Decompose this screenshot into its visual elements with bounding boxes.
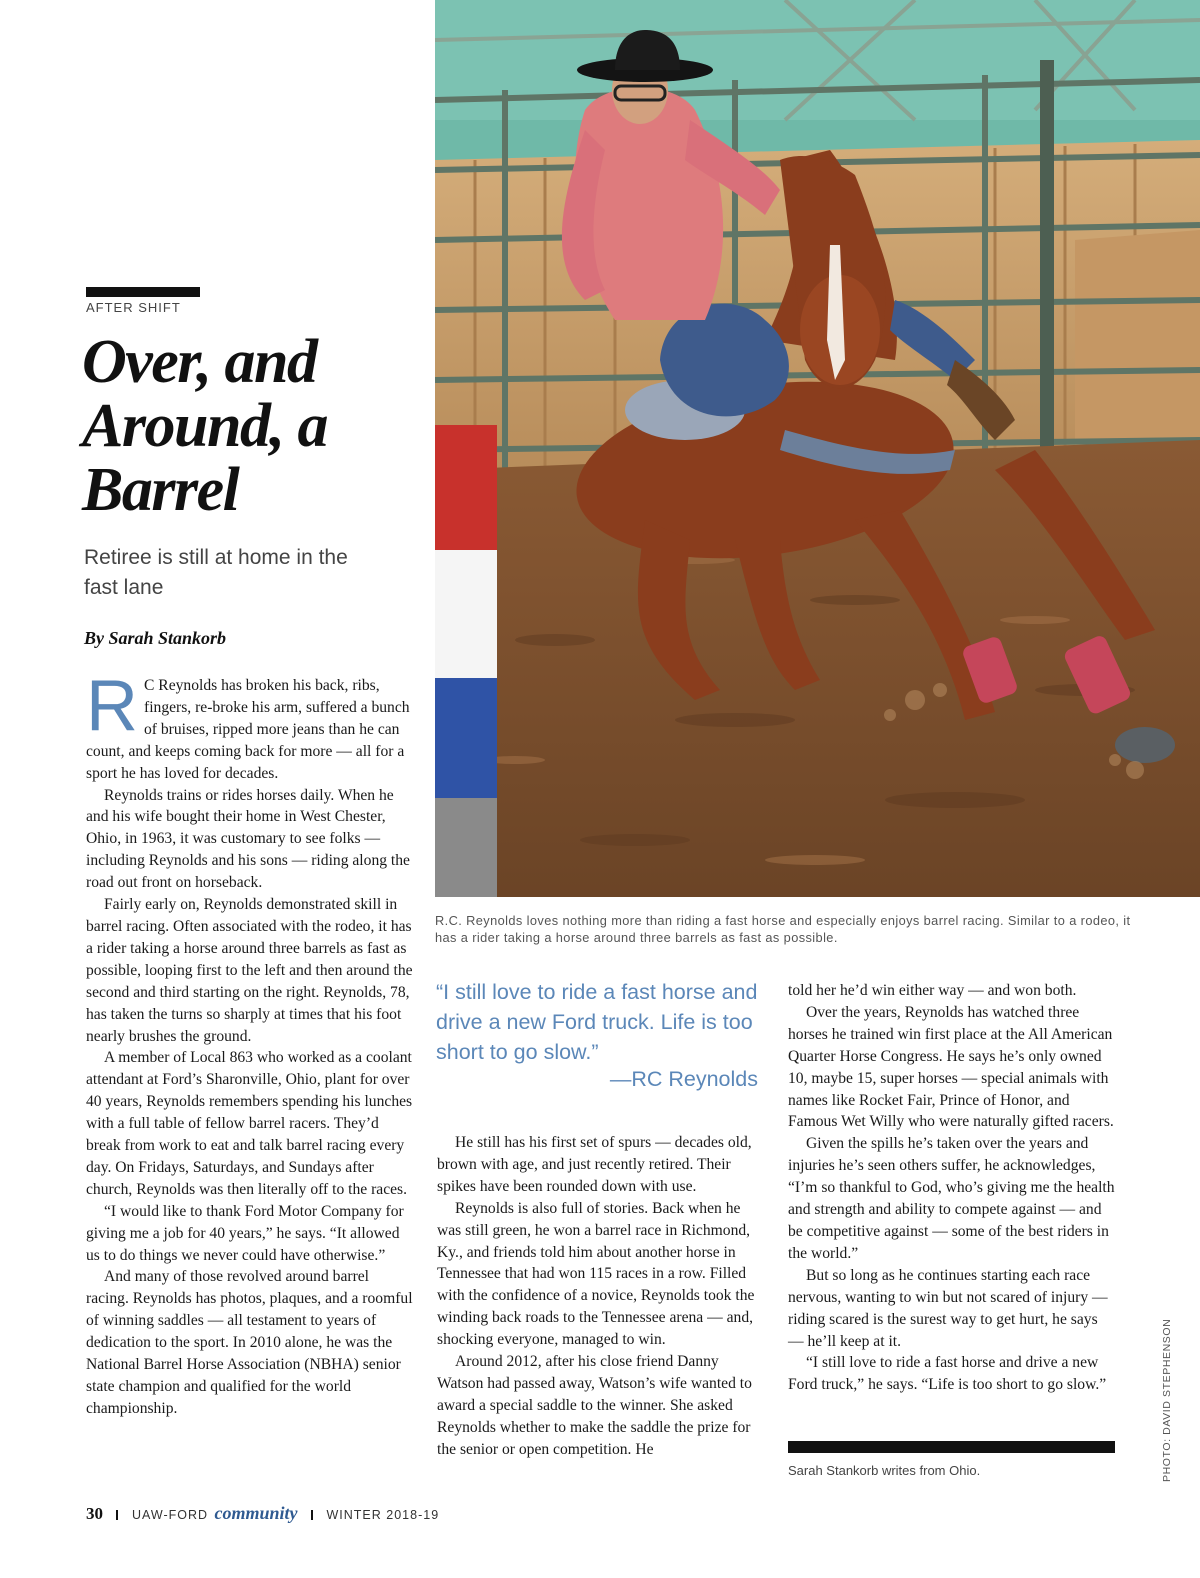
body-paragraph: told her he’d win either way — and won both.: [788, 982, 1077, 999]
kicker-rule: [86, 287, 200, 297]
author-bio: Sarah Stankorb writes from Ohio.: [788, 1463, 981, 1478]
body-column-1: [86, 666, 414, 1420]
pull-quote-attribution: —RC Reynolds: [609, 1067, 758, 1091]
body-column-2: [437, 1132, 763, 1461]
body-paragraph: Over the years, Reynolds has watched three horses he trained win first place at the All American Quarter Horse Congress. He says he’s only owned 10, maybe 15, super horses — special animals with names like Rocket Fair, Prince of Honor, and Famous Wet Willy who were naturally gifted racers.: [788, 1003, 1114, 1131]
body-paragraph: “I still love to ride a fast horse and drive a new Ford truck,” he says. “Life is too short to go slow.”: [788, 1354, 1107, 1394]
body-paragraph: He still has his first set of spurs — decades old, brown with age, and just recently retired. Their spikes have been rounded down with use.: [437, 1134, 752, 1195]
body-paragraph: Reynolds is also full of stories. Back when he was still green, he won a barrel race in Richmond, Ky., and friends told him about another horse in Tennessee that had won 115 races in a row. Filled with the confidence of a novice, Reynolds took the winding back roads to the Tennessee arena — and, shocking everyone, managed to win.: [437, 1199, 755, 1349]
photo-credit: PHOTO: DAVID STEPHENSON: [1161, 1318, 1173, 1482]
photo-caption: R.C. Reynolds loves nothing more than riding a fast horse and especially enjoys barrel racing. Similar to a rodeo, it has a rider taking a horse around three barrels as fast as possible.: [435, 913, 1131, 945]
pull-quote: “I still love to ride a fast horse and drive a new Ford truck. Life is too short to go slow.”: [436, 980, 758, 1064]
drop-cap: R: [86, 666, 138, 746]
body-paragraph: But so long as he continues starting each race nervous, wanting to win but not scared of injury — riding scared is the surest way to get hurt, he says — he’ll keep at it.: [788, 1266, 1108, 1350]
body-paragraph: And many of those revolved around barrel racing. Reynolds has photos, plaques, and a roomful of winning saddles — all testament to years of dedication to the sport. In 2010 alone, he was the National Barrel Horse Association (NBHA) senior state champion and qualified for the world championship.: [86, 1268, 413, 1417]
page-footer: [86, 1503, 439, 1524]
body-paragraph: Fairly early on, Reynolds demonstrated skill in barrel racing. Often associated with the rodeo, it has a rider taking a horse around three barrels as fast as possible, looping first to the left and then around the second and third starting on the right. Reynolds, 78, has taken the turns so sharply at times that his foot nearly brushes the ground.: [86, 896, 413, 1045]
body-paragraph: Given the spills he’s taken over the years and injuries he’s seen others suffer, he acknowledges, “I’m so thankful to God, who’s giving me the health and strength and ability to compete against — and be competitive against — some of the best riders in the world.”: [788, 1135, 1115, 1262]
body-paragraph: A member of Local 863 who worked as a coolant attendant at Ford’s Sharonville, Ohio, plant for over 40 years, Reynolds remembers spending his lunches with a full table of fellow barrel racers. They’d break from work to eat and talk barrel racing every day. On Fridays, Saturdays, and Sundays after church, Reynolds was then literally off to the races.: [86, 1049, 413, 1198]
barrel-graphic: [435, 425, 497, 897]
headline: Over, and Around, a Barrel: [82, 328, 327, 524]
page-number: 30: [86, 1504, 103, 1523]
publisher-name: UAW-FORD: [131, 1508, 209, 1522]
magazine-brand: community: [214, 1503, 298, 1523]
section-kicker: AFTER SHIFT: [86, 300, 181, 315]
end-rule: [788, 1441, 1115, 1453]
body-paragraph: R C Reynolds has broken his back, ribs, fingers, re-broke his arm, suffered a bunch of bruises, ripped more jeans than he can count, and keeps coming back for more — all for a sport he has loved for decades.: [86, 666, 410, 782]
deck-subtitle: Retiree is still at home in the fast lane: [84, 546, 348, 599]
issue-date: WINTER 2018-19: [326, 1508, 440, 1522]
body-paragraph: “I would like to thank Ford Motor Company for giving me a job for 40 years,” he says. “It allowed us to do things we never could have otherwise.”: [86, 1202, 404, 1264]
body-column-3: [788, 980, 1116, 1396]
footer-divider: [311, 1510, 313, 1520]
footer-divider: [116, 1510, 118, 1520]
hero-photo: [435, 0, 1200, 897]
body-paragraph: Reynolds trains or rides horses daily. When he and his wife bought their home in West Chester, Ohio, in 1963, it was customary to see folks — including Reynolds and his sons — riding along the road out front on horseback.: [86, 786, 410, 892]
byline: By Sarah Stankorb: [84, 628, 227, 648]
body-paragraph: Around 2012, after his close friend Danny Watson had passed away, Watson’s wife wanted to award a special saddle to the winner. She asked Reynolds whether to make the saddle the prize for the senior or open competition. He: [437, 1353, 752, 1458]
